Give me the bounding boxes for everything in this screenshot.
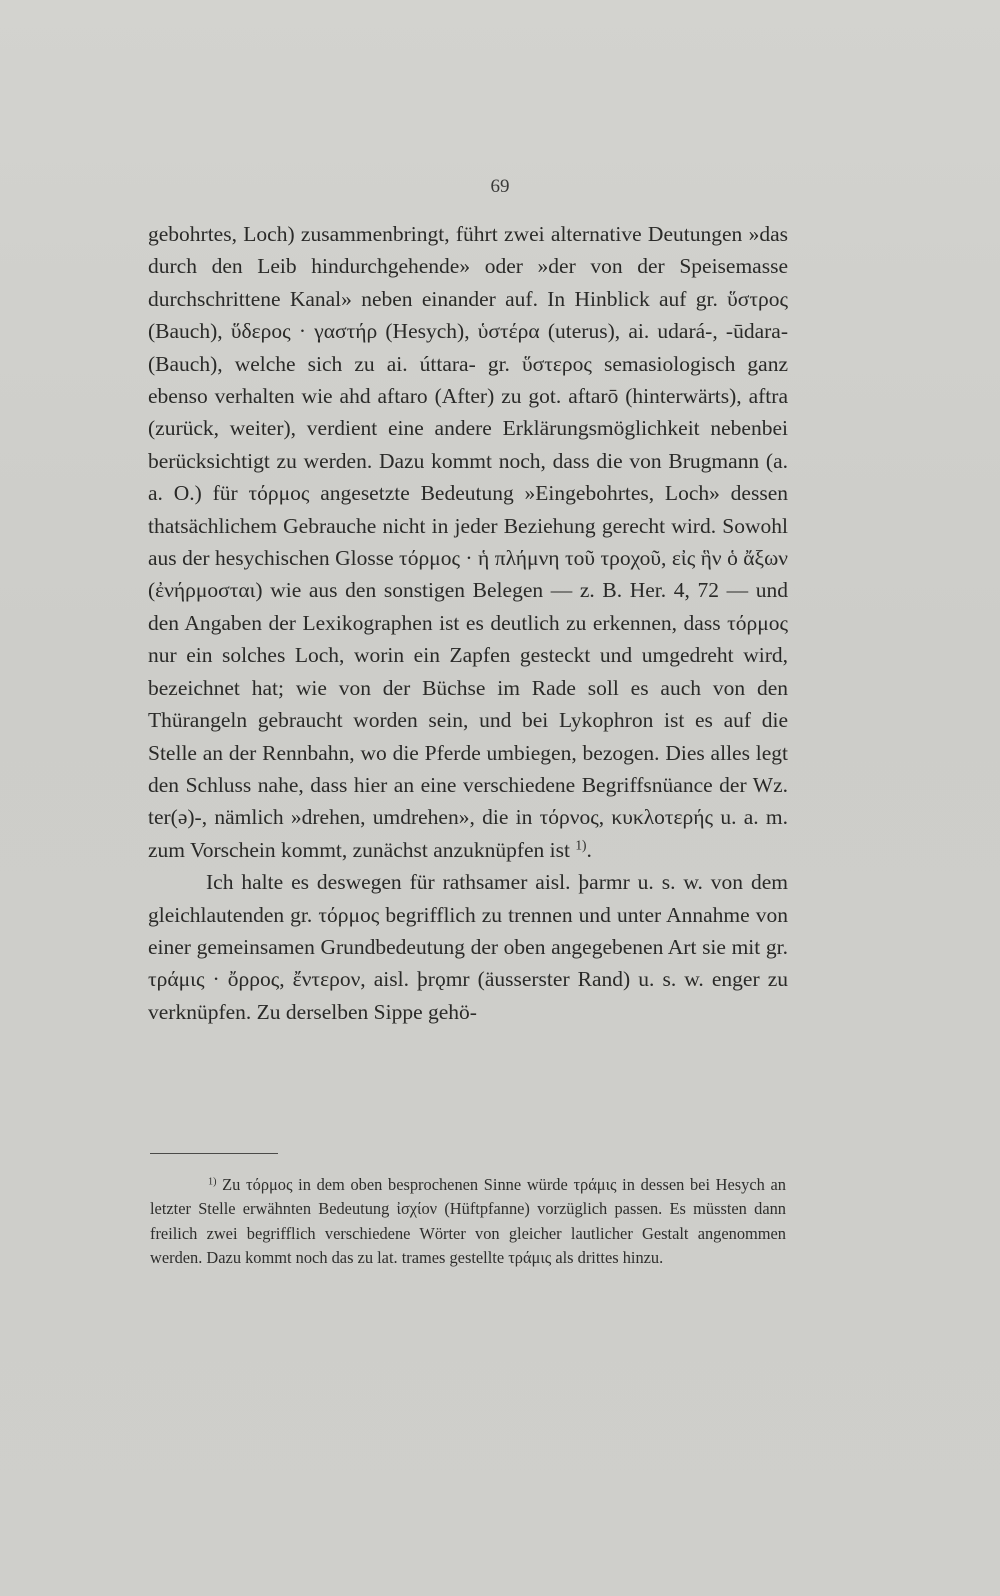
- page-number: 69: [490, 176, 510, 197]
- main-text: [148, 218, 788, 1028]
- paragraph-1-text: gebohrtes, Loch) zusammenbringt, führt zwei alternative Deutungen »das durch den Leib hindurchgehende» oder »der von der Speisemasse durchschrittene Kanal» neben einander auf. In Hinblick auf gr. ὕστρος (Bauch), ὕδερος · γαστήρ (Hesych), ὑστέρα (uterus), ai. udará-, -ūdara- (Bauch), welche sich zu ai. úttara- gr. ὕστερος semasiologisch ganz ebenso verhalten wie ahd aftaro (After) zu got. aftarō (hinterwärts), aftra (zurück, weiter), verdient eine andere Erklärungsmöglichkeit nebenbei berücksichtigt zu werden. Dazu kommt noch, dass die von Brugmann (a. a. O.) für τόρμος angesetzte Bedeutung »Eingebohrtes, Loch» dessen thatsächlichem Gebrauche nicht in jeder Beziehung gerecht wird. Sowohl aus der hesychischen Glosse τόρμος · ἡ πλήμνη τοῦ τροχοῦ, εἰς ἣν ὁ ἄξων (ἐνήρμοσται) wie aus den sonstigen Belegen — z. B. Her. 4, 72 — und den Angaben der Lexikographen ist es deutlich zu erkennen, dass τόρμος nur ein solches Loch, worin ein Zapfen gesteckt und umgedreht wird, bezeichnet hat; wie von der Büchse im Rade soll es auch von den Thürangeln gebraucht worden sein, und bei Lykophron ist es auf die Stelle an der Rennbahn, wo die Pferde umbiegen, bezogen. Dies alles legt den Schluss nahe, dass hier an eine verschiedene Begriffsnüance der Wz. ter(ə)-, nämlich »drehen, umdrehen», die in τόρνος, κυκλοτερής u. a. m. zum Vorschein kommt, zunächst anzuknüpfen ist: [148, 222, 788, 862]
- paragraph-2: Ich halte es deswegen für rathsamer aisl. þarmr u. s. w. von dem gleichlautenden gr. τόρμος begrifflich zu trennen und unter Annahme von einer gemeinsamen Grundbedeutung der oben angegebenen Art sie mit gr. τράμις · ὄρρος, ἔντερον, aisl. þrǫmr (äusserster Rand) u. s. w. enger zu verknüpfen. Zu derselben Sippe gehö-: [148, 870, 788, 1024]
- paragraph-1-end: .: [586, 837, 592, 862]
- footnote-marker: 1): [208, 1176, 217, 1188]
- footnote-text: Zu τόρμος in dem oben besprochenen Sinne würde τράμις in dessen bei Hesych an letzter Stelle erwähnten Bedeutung ἰσχίον (Hüftpfanne) vorzüglich passen. Es müssten dann freilich zwei begrifflich verschiedene Wörter von gleicher lautlicher Gestalt angenommen werden. Dazu kommt noch das zu lat. trames gestellte τράμις als drittes hinzu.: [150, 1175, 786, 1267]
- footnote: [150, 1173, 786, 1270]
- footnote-reference: 1): [575, 837, 587, 853]
- paragraph-1: [148, 218, 788, 866]
- footnote-separator: [150, 1153, 278, 1154]
